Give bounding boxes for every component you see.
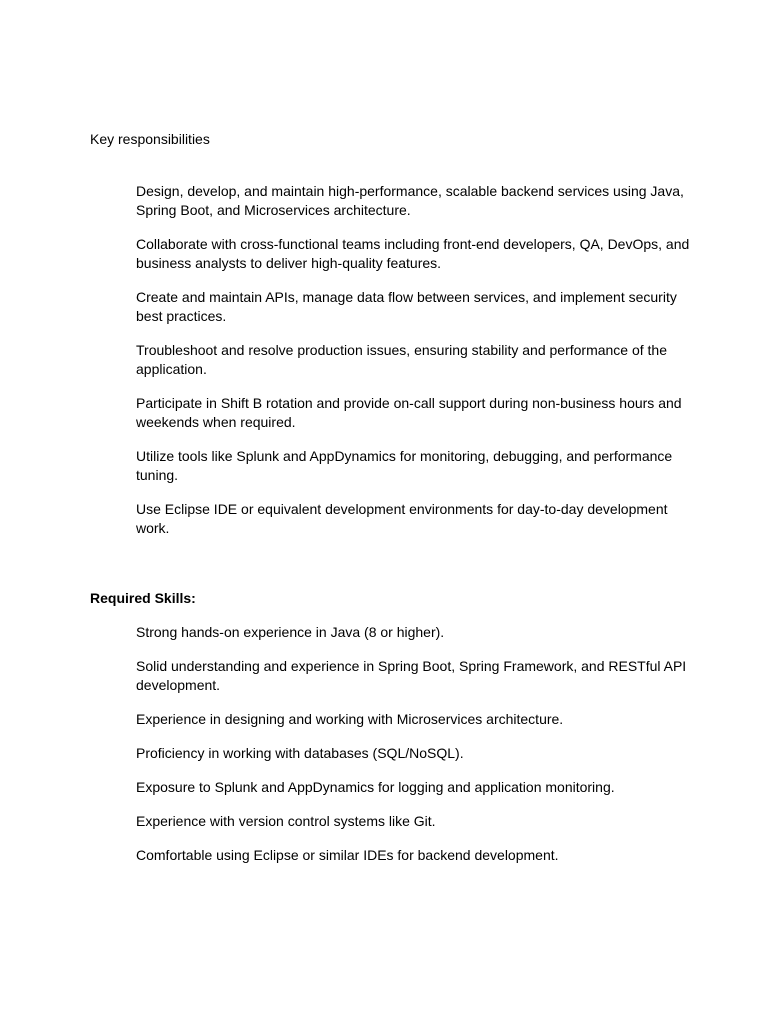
responsibilities-heading: Key responsibilities (90, 131, 210, 147)
list-item: Utilize tools like Splunk and AppDynamics for monitoring, debugging, and performance tuning. (136, 448, 673, 483)
list-item: Solid understanding and experience in Spring Boot, Spring Framework, and RESTful API development. (136, 658, 687, 693)
skills-heading: Required Skills: (90, 590, 196, 606)
list-item: Collaborate with cross-functional teams including front-end developers, QA, DevOps, and business analysts to deliver high-quality features. (136, 236, 690, 271)
responsibilities-list (136, 182, 696, 553)
list-item: Experience with version control systems like Git. (136, 813, 436, 829)
list-item: Experience in designing and working with Microservices architecture. (136, 711, 564, 727)
skills-list (136, 623, 696, 880)
list-item: Troubleshoot and resolve production issues, ensuring stability and performance of the application. (136, 342, 668, 377)
list-item: Proficiency in working with databases (SQL/NoSQL). (136, 745, 464, 761)
list-item: Create and maintain APIs, manage data flow between services, and implement security best practices. (136, 289, 677, 324)
list-item: Exposure to Splunk and AppDynamics for logging and application monitoring. (136, 779, 615, 795)
list-item: Design, develop, and maintain high-performance, scalable backend services using Java, Spring Boot, and Microservices architecture. (136, 183, 684, 218)
list-item: Participate in Shift B rotation and provide on-call support during non-business hours and weekends when required. (136, 395, 682, 430)
list-item: Use Eclipse IDE or equivalent development environments for day-to-day development work. (136, 501, 668, 536)
list-item: Strong hands-on experience in Java (8 or higher). (136, 624, 445, 640)
list-item: Comfortable using Eclipse or similar IDEs for backend development. (136, 847, 559, 863)
